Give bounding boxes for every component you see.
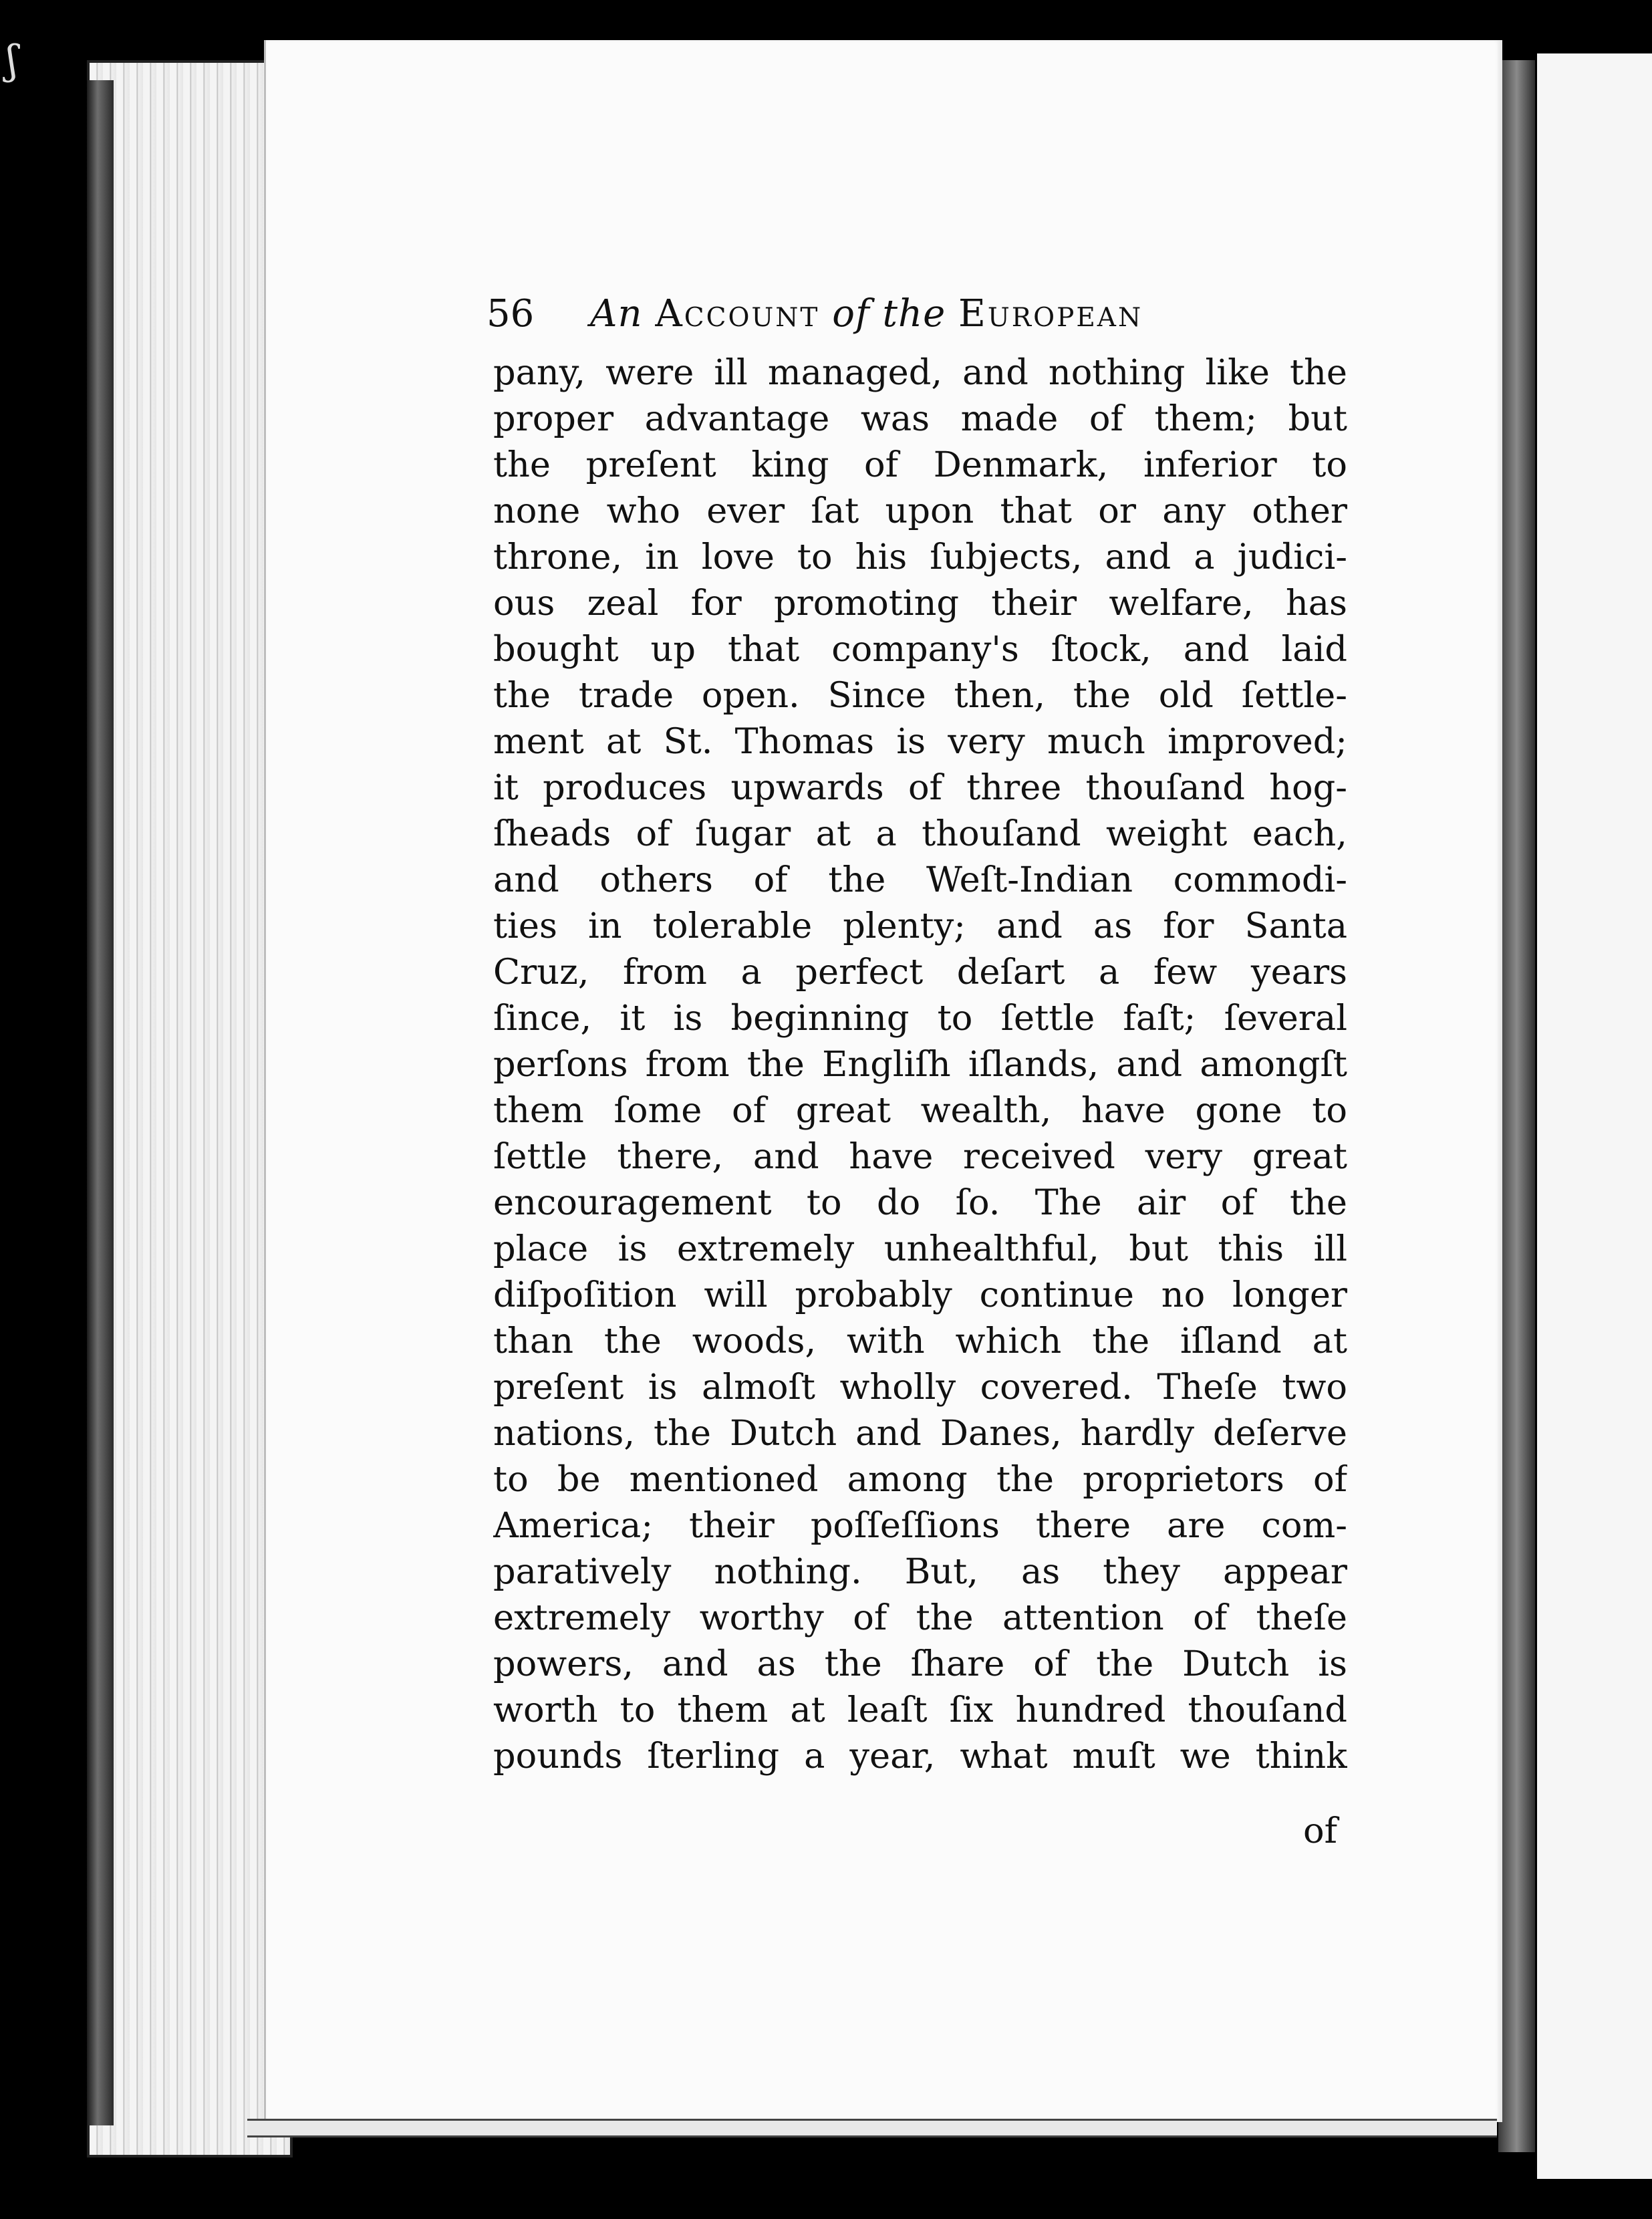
text-line: none who ever ſat upon that or any other <box>493 491 1347 531</box>
text-line: pany, were ill managed, and nothing like the <box>493 352 1347 393</box>
text-line: worth to them at leaſt ſix hundred thouſand <box>493 1690 1347 1730</box>
page-header <box>487 284 1349 344</box>
text-line: place is extremely unhealthful, but this ill <box>493 1228 1347 1269</box>
text-line: and others of the Weſt-Indian commodi- <box>493 860 1347 900</box>
running-title-part: of the <box>832 292 946 336</box>
running-title-part: Account <box>655 292 820 336</box>
margin-mark-icon: ʃ <box>7 37 18 84</box>
text-line: ſheads of ſugar at a thouſand weight each, <box>493 813 1347 854</box>
text-line: than the woods, with which the iſland at <box>493 1321 1347 1361</box>
text-line: encouragement to do ſo. The air of the <box>493 1182 1347 1223</box>
text-line: powers, and as the ſhare of the Dutch is <box>493 1644 1347 1684</box>
book-page-edges <box>87 60 293 2158</box>
text-line: paratively nothing. But, as they appear <box>493 1551 1347 1592</box>
text-line: the trade open. Since then, the old ſettle- <box>493 675 1347 716</box>
text-line: ſince, it is beginning to ſettle faſt; ſeveral <box>493 998 1347 1039</box>
running-title-part: An <box>590 292 643 336</box>
text-line: diſpoſition will probably continue no longer <box>493 1275 1347 1315</box>
text-line: preſent is almoſt wholly covered. Theſe two <box>493 1367 1347 1408</box>
body-text <box>493 350 1347 1779</box>
text-line: the preſent king of Denmark, inferior to <box>493 444 1347 485</box>
text-line: to be mentioned among the proprietors of <box>493 1459 1347 1500</box>
catchword: of <box>1303 1811 1338 1851</box>
book-gutter <box>1498 60 1535 2152</box>
text-line: ous zeal for promoting their welfare, has <box>493 583 1347 624</box>
text-line: extremely worthy of the attention of theſe <box>493 1597 1347 1638</box>
text-line: proper advantage was made of them; but <box>493 398 1347 439</box>
text-line: them ſome of great wealth, have gone to <box>493 1090 1347 1131</box>
running-title <box>590 284 1143 344</box>
text-line: Cruz, from a perfect deſart a few years <box>493 952 1347 993</box>
page-bottom-edge <box>247 2119 1497 2137</box>
text-line: perſons from the Engliſh iſlands, and amongſt <box>493 1044 1347 1085</box>
text-line: throne, in love to his ſubjects, and a judici- <box>493 537 1347 577</box>
text-line: ment at St. Thomas is very much improved; <box>493 721 1347 762</box>
text-line: ties in tolerable plenty; and as for Santa <box>493 906 1347 946</box>
text-line: nations, the Dutch and Danes, hardly deſerve <box>493 1413 1347 1454</box>
text-line: ſettle there, and have received very great <box>493 1136 1347 1177</box>
text-line: pounds ſterling a year, what muſt we think <box>493 1736 1347 1777</box>
text-line: America; their poſſeſſions there are com- <box>493 1505 1347 1546</box>
facing-page <box>1537 53 1652 2179</box>
book-cover-edge <box>87 80 114 2125</box>
running-title-part: European <box>958 292 1143 336</box>
text-line: it produces upwards of three thouſand hog- <box>493 767 1347 808</box>
page-number: 56 <box>487 292 535 336</box>
text-line: bought up that company's ſtock, and laid <box>493 629 1347 670</box>
